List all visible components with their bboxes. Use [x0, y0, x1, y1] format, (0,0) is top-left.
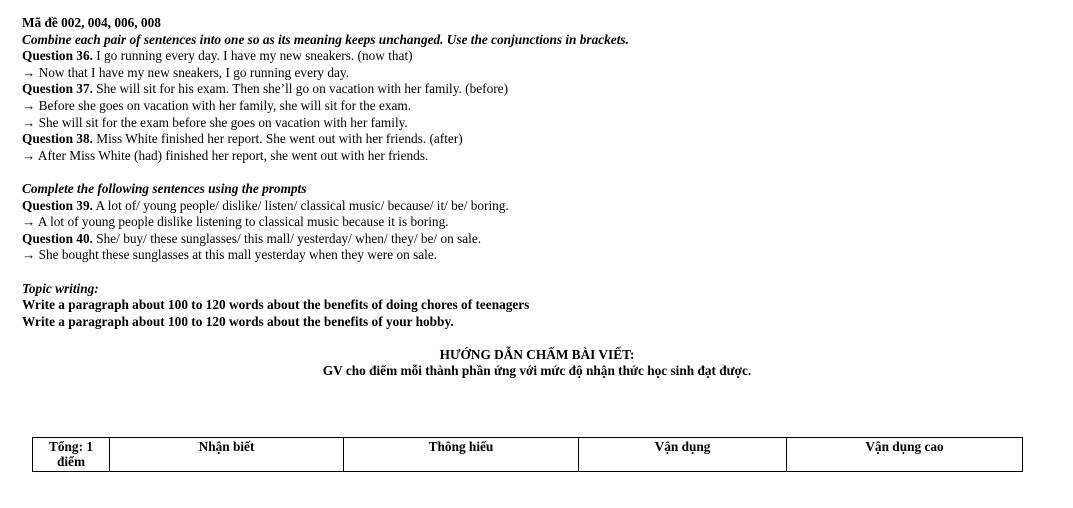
rubric-header-understanding: Thông hiểu	[344, 438, 579, 472]
answer-line: → A lot of young people dislike listening to classical music because it is boring.	[22, 214, 449, 230]
question-label: Question 38.	[22, 131, 93, 147]
topic-heading: Topic writing:	[22, 280, 99, 296]
answer-line: → She bought these sunglasses at this mall yesterday when they were on sale.	[22, 247, 438, 263]
question-39	[22, 198, 1052, 231]
question-label: Question 37.	[22, 81, 93, 97]
topic-prompt: Write a paragraph about 100 to 120 words about the benefits of your hobby.	[22, 313, 454, 329]
question-text: Miss White finished her report. She went out with her friends. (after)	[92, 131, 463, 147]
answer-line: → After Miss White (had) finished her report, she went out with her friends.	[22, 147, 429, 163]
question-text: I go running every day. I have my new sneakers. (now that)	[92, 48, 413, 64]
table-row	[33, 438, 1023, 472]
rubric-header-application: Vận dụng	[579, 438, 787, 472]
question-38	[22, 131, 1052, 164]
section2-instruction: Complete the following sentences using the prompts	[22, 180, 307, 196]
rubric-header-recognition: Nhận biết	[110, 438, 344, 472]
rubric-header-total: Tổng: 1 điểm	[33, 438, 110, 472]
answer-line: → Now that I have my new sneakers, I go running every day.	[22, 64, 350, 80]
rubric-table	[32, 437, 1023, 472]
question-text: A lot of/ young people/ dislike/ listen/ classical music/ because/ it/ be/ boring.	[92, 197, 509, 213]
question-label: Question 39.	[22, 197, 93, 213]
question-label: Question 36.	[22, 48, 93, 64]
exam-code: Mã đề 002, 004, 006, 008	[22, 15, 161, 30]
answer-line: → She will sit for the exam before she goes on vacation with her family.	[22, 114, 408, 130]
guide-subtitle: GV cho điểm mỗi thành phần ứng với mức độ nhận thức học sinh đạt được.	[322, 363, 752, 379]
question-label: Question 40.	[22, 230, 93, 246]
question-40	[22, 231, 1052, 264]
answer-line: → Before she goes on vacation with her family, she will sit for the exam.	[22, 97, 412, 113]
question-text: She will sit for his exam. Then she’ll go on vacation with her family. (before)	[92, 81, 508, 97]
question-37	[22, 81, 1052, 131]
rubric-header-advanced-application: Vận dụng cao	[787, 438, 1023, 472]
guide-title: HƯỚNG DẪN CHẤM BÀI VIẾT:	[439, 346, 635, 362]
topic-prompt: Write a paragraph about 100 to 120 words about the benefits of doing chores of teenagers	[22, 297, 530, 313]
section1-instruction: Combine each pair of sentences into one so as its meaning keeps unchanged. Use the conjunctions in brackets.	[22, 31, 629, 47]
question-text: She/ buy/ these sunglasses/ this mall/ yesterday/ when/ they/ be/ on sale.	[92, 230, 482, 246]
question-36	[22, 48, 1052, 81]
